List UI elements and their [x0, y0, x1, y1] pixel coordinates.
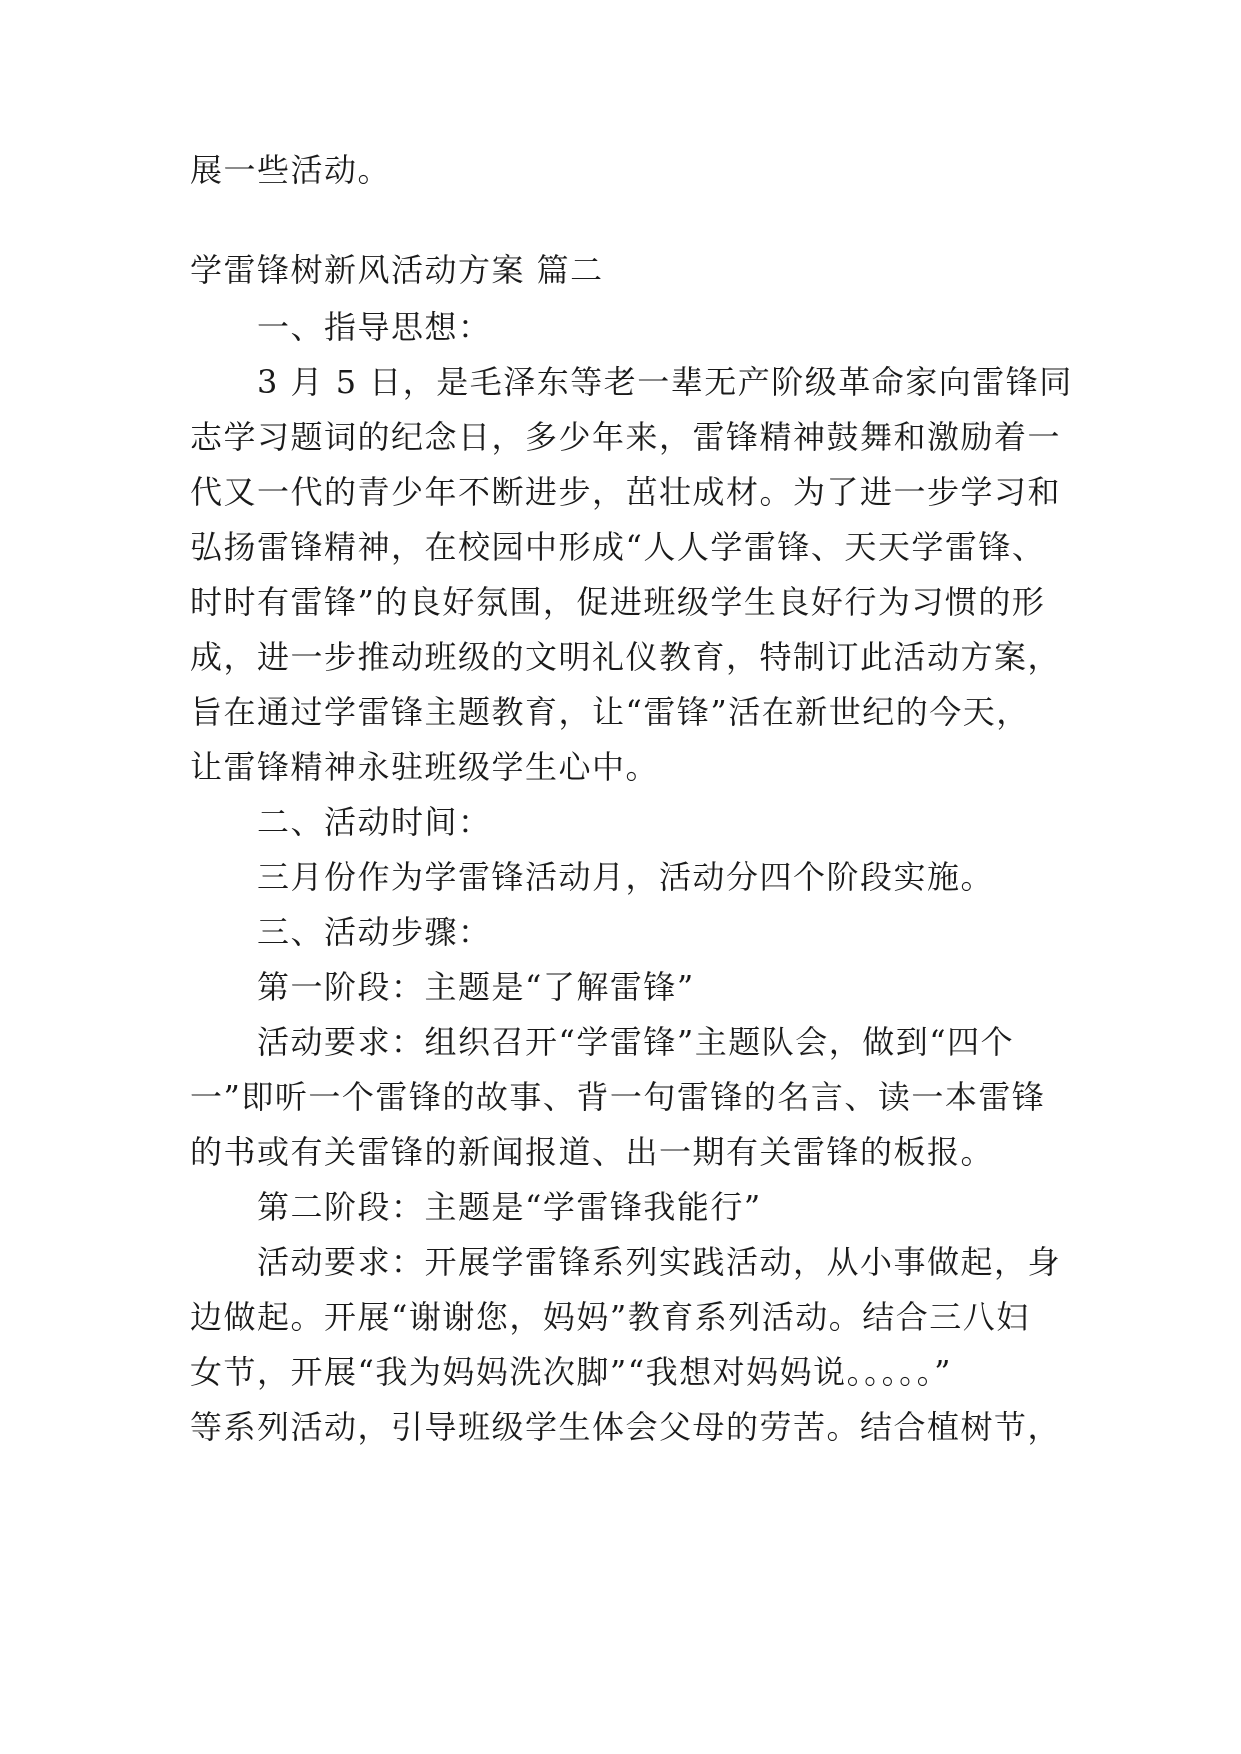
heading-activity-steps: 三、活动步骤：: [257, 913, 492, 951]
paragraph-line: 边做起。开展“谢谢您，妈妈”教育系列活动。结合三八妇: [190, 1298, 1030, 1336]
paragraph-line: 弘扬雷锋精神，在校园中形成“人人学雷锋、天天学雷锋、: [190, 528, 1046, 566]
paragraph-line: 女节，开展“我为妈妈洗次脚”“我想对妈妈说。。。。。”: [190, 1353, 952, 1391]
paragraph-line: 一”即听一个雷锋的故事、背一句雷锋的名言、读一本雷锋: [190, 1078, 1046, 1116]
paragraph-line: 时时有雷锋”的良好氛围，促进班级学生良好行为习惯的形: [190, 583, 1046, 621]
paragraph-line: 等系列活动，引导班级学生体会父母的劳苦。结合植树节，: [190, 1408, 1062, 1446]
paragraph-line: 3 月 5 日，是毛泽东等老一辈无产阶级革命家向雷锋同: [257, 363, 1073, 401]
paragraph-line: 活动要求：组织召开“学雷锋”主题队会，做到“四个: [257, 1023, 1015, 1061]
paragraph-line: 成，进一步推动班级的文明礼仪教育，特制订此活动方案，: [190, 638, 1062, 676]
paragraph-line: 三月份作为学雷锋活动月，活动分四个阶段实施。: [257, 858, 995, 896]
stage-one-title: 第一阶段：主题是“了解雷锋”: [257, 968, 695, 1006]
heading-guiding-ideology: 一、指导思想：: [257, 308, 492, 346]
paragraph-line: 代又一代的青少年不断进步，茁壮成材。为了进一步学习和: [190, 473, 1062, 511]
section-title: 学雷锋树新风活动方案 篇二: [190, 251, 604, 289]
continuation-text: 展一些活动。: [190, 151, 392, 189]
stage-two-title: 第二阶段：主题是“学雷锋我能行”: [257, 1188, 762, 1226]
paragraph-line: 活动要求：开展学雷锋系列实践活动，从小事做起，身: [257, 1243, 1062, 1281]
heading-activity-time: 二、活动时间：: [257, 803, 492, 841]
paragraph-line: 让雷锋精神永驻班级学生心中。: [190, 748, 660, 786]
paragraph-line: 旨在通过学雷锋主题教育，让“雷锋”活在新世纪的今天，: [190, 693, 1030, 731]
paragraph-line: 的书或有关雷锋的新闻报道、出一期有关雷锋的板报。: [190, 1133, 995, 1171]
paragraph-line: 志学习题词的纪念日，多少年来，雷锋精神鼓舞和激励着一: [190, 418, 1062, 456]
